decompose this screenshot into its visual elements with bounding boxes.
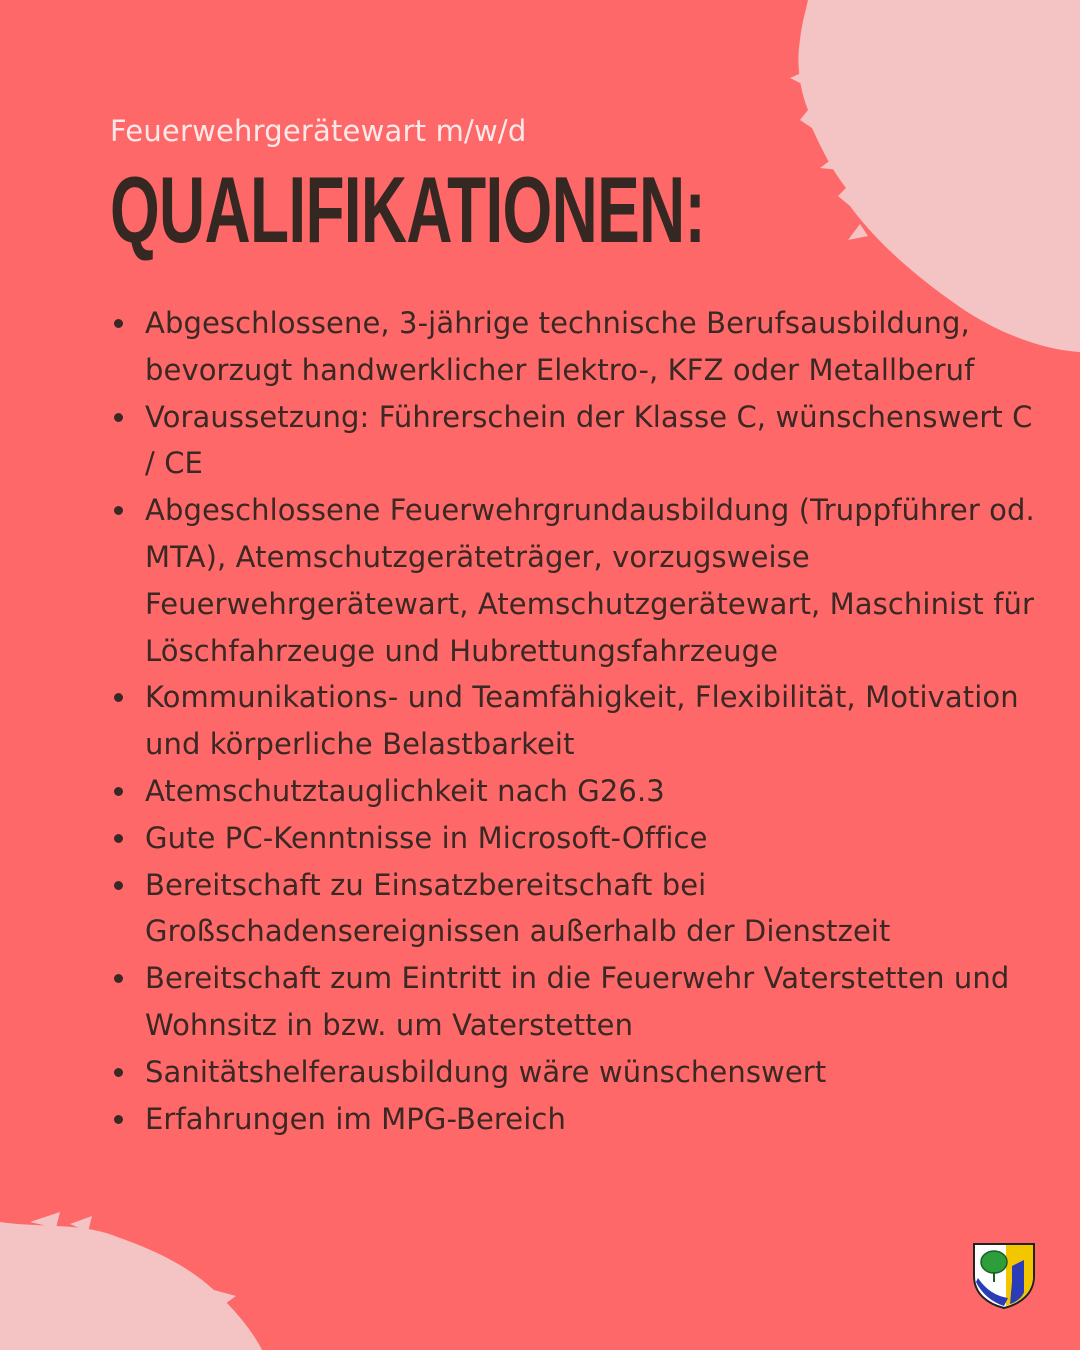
bullet-icon bbox=[114, 834, 123, 843]
main-content bbox=[110, 112, 1050, 1142]
bullet-icon bbox=[114, 693, 123, 702]
list-item-text: Sanitätshelferausbildung wäre wünschenswert bbox=[145, 1054, 827, 1089]
list-item bbox=[110, 815, 1050, 862]
list-item-text: Bereitschaft zu Einsatzbereitschaft bei Großschadensereignissen außerhalb der Dienstzeit bbox=[145, 867, 891, 949]
bullet-icon bbox=[114, 974, 123, 983]
job-subtitle: Feuerwehrgerätewart m/w/d bbox=[110, 114, 527, 148]
list-item bbox=[110, 1049, 1050, 1096]
list-item bbox=[110, 862, 1050, 956]
page-title: QUALIFIKATIONEN: bbox=[110, 157, 706, 262]
list-item-text: Voraussetzung: Führerschein der Klasse C, wünschenswert C / CE bbox=[145, 399, 1033, 481]
list-item-text: Abgeschlossene, 3-jährige technische Berufsausbildung, bevorzugt handwerklicher Elektro-, KFZ oder Metallberuf bbox=[145, 306, 975, 387]
municipal-coat-of-arms-icon bbox=[972, 1242, 1036, 1310]
list-item-text: Gute PC-Kenntnisse in Microsoft-Office bbox=[145, 820, 708, 855]
list-item-text: Kommunikations- und Teamfähigkeit, Flexibilität, Motivation und körperliche Belastbarkeit bbox=[145, 680, 1019, 762]
bullet-icon bbox=[114, 787, 123, 796]
bullet-icon bbox=[114, 1068, 123, 1077]
bullet-icon bbox=[114, 1115, 123, 1124]
qualifications-list bbox=[110, 300, 1050, 1142]
list-item bbox=[110, 394, 1050, 488]
bullet-icon bbox=[114, 506, 123, 515]
list-item-text: Abgeschlossene Feuerwehrgrundausbildung (Truppführer od. MTA), Atemschutzgeräteträger, vorzugsweise Feuerwehrgerätewart, Atemschutzgerätewart, Maschinist für Löschfahrzeuge und Hubrettungsfahrzeuge bbox=[145, 493, 1035, 668]
list-item-text: Erfahrungen im MPG-Bereich bbox=[145, 1101, 566, 1136]
list-item-text: Atemschutztauglichkeit nach G26.3 bbox=[145, 773, 665, 808]
bullet-icon bbox=[114, 319, 123, 328]
list-item bbox=[110, 674, 1050, 768]
list-item bbox=[110, 487, 1050, 674]
list-item bbox=[110, 1096, 1050, 1143]
bottom-left-brush-blob bbox=[0, 1222, 262, 1350]
bullet-icon bbox=[114, 413, 123, 422]
list-item-text: Bereitschaft zum Eintritt in die Feuerwehr Vaterstetten und Wohnsitz in bzw. um Vaterstetten bbox=[145, 961, 1010, 1042]
list-item bbox=[110, 768, 1050, 815]
list-item bbox=[110, 955, 1050, 1049]
list-item bbox=[110, 300, 1050, 394]
bullet-icon bbox=[114, 881, 123, 890]
